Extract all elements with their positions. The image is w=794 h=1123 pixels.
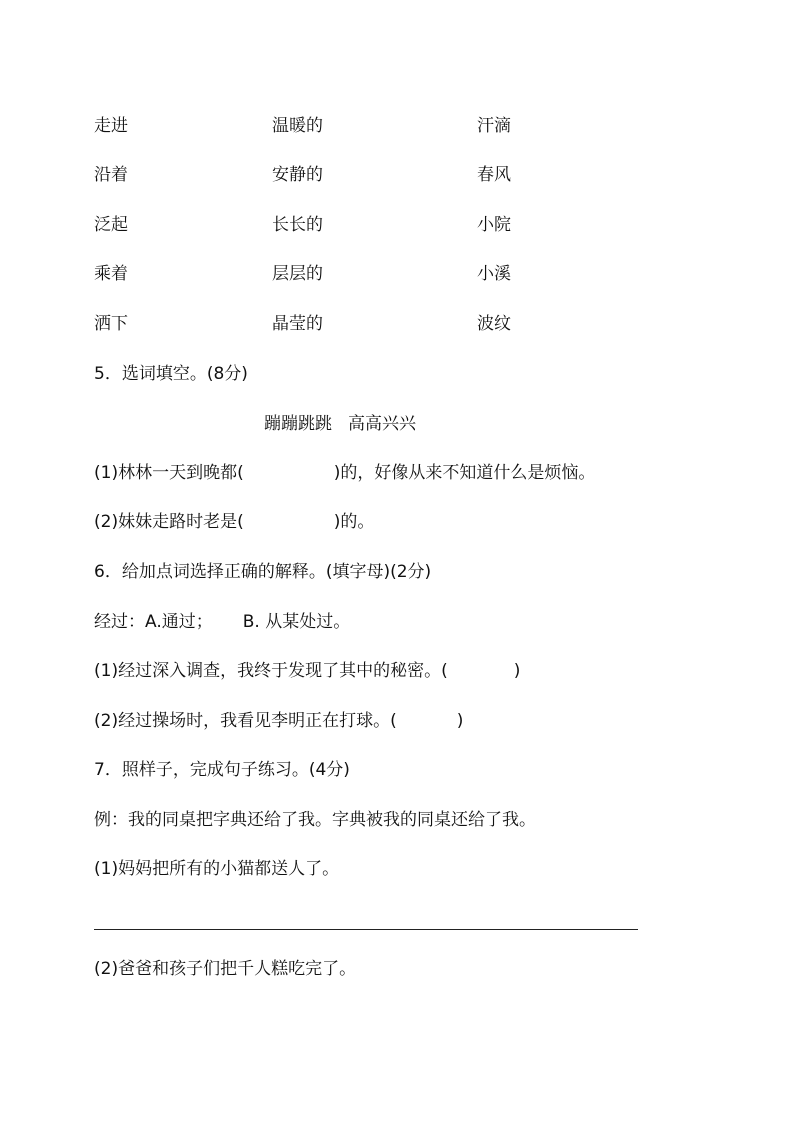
q6-definition-a: 经过：A.通过； [94, 612, 213, 632]
word-col1-item: 沿着 [94, 165, 128, 185]
q7-item-1: (1)妈妈把所有的小猫都送人了。 [94, 859, 340, 879]
q5-item-2-text: (2)妹妹走路时老是( [94, 512, 244, 532]
word-col2-item: 安静的 [272, 165, 323, 185]
q5-item-1-text: (1)林林一天到晚都( [94, 463, 244, 483]
q5-item-2 [94, 510, 374, 534]
q7-example: 例：我的同桌把字典还给了我。字典被我的同桌还给了我。 [94, 810, 536, 830]
word-col2-item: 温暖的 [272, 116, 323, 136]
word-col3-item: 汗滴 [477, 116, 511, 136]
q7-title: 7．照样子，完成句子练习。(4分) [94, 760, 350, 780]
word-col2-item: 层层的 [272, 264, 323, 284]
q5-item-1-text-end: )的，好像从来不知道什么是烦恼。 [333, 463, 596, 483]
q6-definition-b: B. 从某处过。 [242, 612, 351, 632]
q6-item-1-close: ) [513, 661, 521, 681]
word-col3-item: 波纹 [477, 314, 511, 334]
q6-item-1 [94, 659, 520, 683]
q5-choice: 蹦蹦跳跳 [264, 414, 332, 434]
word-col3-item: 小院 [477, 215, 511, 235]
word-col2-item: 长长的 [272, 215, 323, 235]
q6-item-2-close: ) [456, 711, 464, 731]
word-col1-item: 走进 [94, 116, 128, 136]
q5-choice: 高高兴兴 [348, 414, 416, 434]
q6-title: 6．给加点词选择正确的解释。(填字母)(2分) [94, 562, 432, 582]
word-col1-item: 乘着 [94, 264, 128, 284]
q6-item-2 [94, 709, 463, 733]
word-col3-item: 小溪 [477, 264, 511, 284]
word-col3-item: 春风 [477, 165, 511, 185]
q5-item-1 [94, 461, 595, 485]
word-col2-item: 晶莹的 [272, 314, 323, 334]
q5-item-2-text-end: )的。 [333, 512, 375, 532]
q7-item-2: (2)爸爸和孩子们把千人糕吃完了。 [94, 959, 357, 979]
q6-item-2-text: (2)经过操场时，我看见李明正在打球。( [94, 711, 397, 731]
q7-item-1-answer-line[interactable] [94, 929, 638, 930]
q5-word-choices [264, 412, 416, 436]
word-col1-item: 泛起 [94, 215, 128, 235]
q6-item-1-text: (1)经过深入调查，我终于发现了其中的秘密。( [94, 661, 448, 681]
q6-definitions [94, 610, 350, 634]
q5-title: 5．选词填空。(8分) [94, 364, 248, 384]
word-col1-item: 洒下 [94, 314, 128, 334]
